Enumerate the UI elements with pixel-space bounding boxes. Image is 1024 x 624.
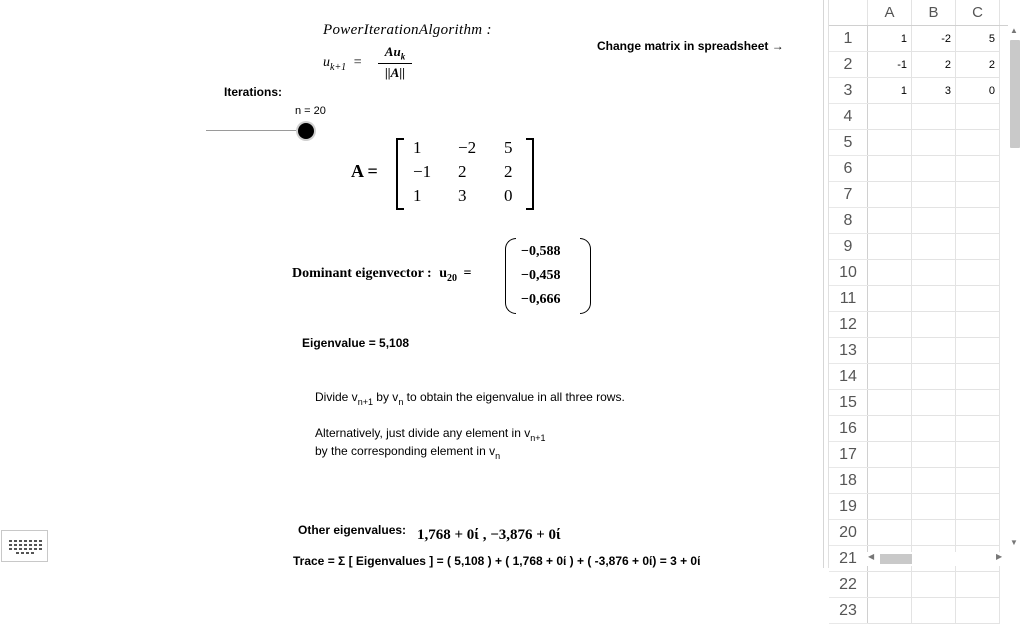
spreadsheet-cell[interactable] [868, 182, 912, 208]
eigenvector-component: −0,588 [521, 244, 561, 259]
spreadsheet-cell[interactable]: 2 [912, 52, 956, 78]
trace-text: Trace = Σ [ Eigenvalues ] = ( 5,108 ) + ( 1,768 + 0ί ) + ( -3,876 + 0ί) = 3 + 0ί [293, 554, 701, 568]
eigenvector-component: −0,666 [521, 292, 561, 307]
spreadsheet-cell[interactable] [956, 260, 1000, 286]
spreadsheet-cell[interactable] [868, 208, 912, 234]
row-header[interactable]: 8 [829, 208, 868, 234]
scroll-down-icon[interactable]: ▼ [1010, 538, 1018, 547]
note-text: to obtain the eigenvalue in all three rows. [403, 390, 625, 404]
slider-caption: n = 20 [295, 105, 326, 117]
spreadsheet-cell[interactable] [956, 572, 1000, 598]
row-header[interactable]: 15 [829, 390, 868, 416]
spreadsheet-cell[interactable] [956, 104, 1000, 130]
spreadsheet-cell[interactable] [956, 182, 1000, 208]
spreadsheet-cell[interactable] [956, 390, 1000, 416]
spreadsheet-row [829, 156, 1019, 182]
spreadsheet-cell[interactable] [868, 286, 912, 312]
column-header-row [829, 0, 1019, 26]
spreadsheet-cell[interactable] [956, 520, 1000, 546]
spreadsheet-cell[interactable] [868, 338, 912, 364]
formula-fraction [378, 44, 412, 81]
note-text: Alternatively, just divide any element in v [315, 426, 531, 440]
spreadsheet-cell[interactable] [868, 312, 912, 338]
spreadsheet-row [829, 572, 1019, 598]
other-eigenvalues-label: Other eigenvalues: [298, 523, 407, 537]
numerator-sub: k [400, 51, 406, 62]
spreadsheet-row [829, 130, 1019, 156]
spreadsheet-grid [829, 0, 1019, 624]
spreadsheet-row [829, 286, 1019, 312]
row-header[interactable]: 12 [829, 312, 868, 338]
row-header[interactable]: 18 [829, 468, 868, 494]
row-header[interactable]: 17 [829, 442, 868, 468]
spreadsheet-cell[interactable] [912, 416, 956, 442]
spreadsheet-cell[interactable] [912, 130, 956, 156]
spreadsheet-cell[interactable] [912, 468, 956, 494]
spreadsheet-row [829, 78, 1019, 104]
row-header[interactable]: 10 [829, 260, 868, 286]
row-header[interactable]: 9 [829, 234, 868, 260]
matrix-cell: 5 [504, 138, 513, 157]
spreadsheet-row [829, 468, 1019, 494]
spreadsheet-cell[interactable] [956, 442, 1000, 468]
spreadsheet-cell[interactable] [956, 286, 1000, 312]
row-header[interactable]: 14 [829, 364, 868, 390]
vector-right-paren [580, 238, 591, 314]
spreadsheet-cell[interactable] [868, 494, 912, 520]
horizontal-scroll-thumb[interactable] [880, 554, 912, 564]
spreadsheet-cell[interactable] [868, 156, 912, 182]
matrix-cell: 1 [413, 186, 422, 205]
spreadsheet-cell[interactable] [868, 390, 912, 416]
row-header[interactable]: 16 [829, 416, 868, 442]
note-sub: n [398, 397, 404, 407]
panel-divider[interactable] [823, 0, 824, 568]
spreadsheet-cell[interactable] [912, 442, 956, 468]
spreadsheet-cell[interactable] [956, 338, 1000, 364]
spreadsheet-row [829, 182, 1019, 208]
column-header[interactable]: A [868, 0, 912, 26]
iterations-slider-handle[interactable] [298, 123, 314, 139]
scroll-left-icon[interactable]: ◀ [868, 552, 875, 561]
spreadsheet-cell[interactable] [868, 442, 912, 468]
matrix-cell: 2 [504, 162, 513, 181]
other-eigenvalues-values: 1,768 + 0ί , −3,876 + 0ί [417, 527, 561, 543]
matrix-cell: −1 [413, 162, 432, 181]
keyboard-icon [9, 540, 43, 542]
matrix-cell: 1 [413, 138, 422, 157]
spreadsheet-row [829, 104, 1019, 130]
spreadsheet-row [829, 416, 1019, 442]
spreadsheet-corner[interactable] [829, 0, 868, 26]
spreadsheet-row [829, 338, 1019, 364]
row-header[interactable]: 2 [829, 52, 868, 78]
spreadsheet-cell[interactable] [912, 364, 956, 390]
spreadsheet-cell[interactable] [912, 520, 956, 546]
column-header[interactable]: C [956, 0, 1000, 26]
divide-note [315, 388, 625, 406]
spreadsheet-row [829, 26, 1019, 52]
spreadsheet-cell[interactable] [868, 520, 912, 546]
row-header[interactable]: 3 [829, 78, 868, 104]
spreadsheet-row [829, 390, 1019, 416]
eigenvector-label-text: Dominant eigenvector : [292, 266, 432, 281]
row-header[interactable]: 21 [829, 546, 868, 572]
spreadsheet-row [829, 442, 1019, 468]
spreadsheet-cell[interactable] [912, 572, 956, 598]
keyboard-icon-spacebar [16, 552, 36, 554]
spreadsheet-cell[interactable] [868, 234, 912, 260]
spreadsheet-cell[interactable] [912, 494, 956, 520]
row-header[interactable]: 13 [829, 338, 868, 364]
scroll-right-icon[interactable]: ▶ [996, 552, 1003, 561]
matrix-cell: −2 [458, 138, 477, 157]
spreadsheet-row [829, 364, 1019, 390]
row-header[interactable]: 7 [829, 182, 868, 208]
spreadsheet-cell[interactable] [868, 260, 912, 286]
spreadsheet-cell[interactable] [912, 208, 956, 234]
spreadsheet-cell[interactable] [956, 468, 1000, 494]
spreadsheet-cell[interactable] [956, 416, 1000, 442]
vertical-scroll-thumb[interactable] [1010, 40, 1020, 148]
note-text: Divide v [315, 390, 358, 404]
row-header[interactable]: 22 [829, 572, 868, 598]
note-sub: n+1 [530, 433, 546, 443]
spreadsheet-cell[interactable] [912, 286, 956, 312]
spreadsheet-cell[interactable]: 0 [956, 78, 1000, 104]
spreadsheet-cell[interactable] [912, 260, 956, 286]
matrix-cell: 2 [458, 162, 467, 181]
spreadsheet-cell[interactable] [868, 130, 912, 156]
spreadsheet-cell[interactable] [868, 468, 912, 494]
numerator-text: Au [384, 44, 401, 59]
matrix-a [396, 138, 534, 208]
spreadsheet-row [829, 208, 1019, 234]
spreadsheet-cell[interactable] [956, 234, 1000, 260]
spreadsheet-cell[interactable] [956, 364, 1000, 390]
spreadsheet-cell[interactable]: -2 [912, 26, 956, 52]
spreadsheet-cell[interactable] [868, 598, 912, 624]
spreadsheet-cell[interactable] [956, 130, 1000, 156]
row-header[interactable]: 6 [829, 156, 868, 182]
eigenvector-vector [505, 238, 591, 314]
row-header[interactable]: 1 [829, 26, 868, 52]
spreadsheet-cell[interactable] [912, 312, 956, 338]
row-header[interactable]: 11 [829, 286, 868, 312]
row-header[interactable]: 4 [829, 104, 868, 130]
spreadsheet-cell[interactable]: 1 [868, 26, 912, 52]
formula-lhs [323, 55, 362, 73]
spreadsheet-cell[interactable] [868, 364, 912, 390]
note-sub: n+1 [357, 397, 373, 407]
spreadsheet-cell[interactable] [868, 104, 912, 130]
spreadsheet-cell[interactable] [912, 182, 956, 208]
row-header[interactable]: 19 [829, 494, 868, 520]
spreadsheet-cell[interactable] [912, 104, 956, 130]
spreadsheet-row [829, 494, 1019, 520]
spreadsheet-row [829, 312, 1019, 338]
spreadsheet-cell[interactable]: 2 [956, 52, 1000, 78]
vector-left-paren [505, 238, 516, 314]
formula-denominator: ||A|| [384, 64, 406, 80]
formula-equals: = [353, 55, 362, 70]
spreadsheet-body [829, 26, 1019, 624]
spreadsheet-cell[interactable]: 5 [956, 26, 1000, 52]
matrix-cell: 0 [504, 186, 513, 205]
row-header[interactable]: 20 [829, 520, 868, 546]
eigenvector-component: −0,458 [521, 268, 561, 283]
spreadsheet-cell-extra [1000, 598, 1020, 624]
spreadsheet-cell[interactable] [912, 390, 956, 416]
iterations-slider-track[interactable] [206, 130, 306, 131]
column-header-extra [1000, 0, 1020, 26]
matrix-label: A = [351, 161, 378, 181]
spreadsheet-cell[interactable]: 3 [912, 78, 956, 104]
eigenvalue-text: Eigenvalue = 5,108 [302, 336, 410, 350]
keyboard-icon-row [9, 548, 43, 550]
note-text: by v [372, 390, 399, 404]
matrix-cell: 3 [458, 186, 467, 205]
row-header[interactable]: 5 [829, 130, 868, 156]
keyboard-icon-row [9, 544, 43, 546]
spreadsheet-cell[interactable] [868, 416, 912, 442]
eigenvector-symbol-sub: 20 [447, 272, 458, 284]
formula-lhs-sub: k+1 [330, 61, 347, 73]
spreadsheet-cell[interactable] [912, 338, 956, 364]
spreadsheet-cell[interactable] [956, 156, 1000, 182]
keyboard-button[interactable] [1, 530, 48, 562]
note-text: by the corresponding element in v [315, 444, 496, 458]
spreadsheet-view [828, 0, 1024, 619]
spreadsheet-cell[interactable] [956, 208, 1000, 234]
spreadsheet-cell[interactable] [912, 156, 956, 182]
spreadsheet-row [829, 234, 1019, 260]
algorithm-title: PowerIterationAlgorithm : [323, 22, 492, 38]
spreadsheet-cell-extra [1000, 572, 1020, 598]
spreadsheet-row [829, 598, 1019, 624]
spreadsheet-row [829, 260, 1019, 286]
spreadsheet-cell[interactable] [956, 312, 1000, 338]
matrix-left-bracket [396, 138, 404, 210]
column-header[interactable]: B [912, 0, 956, 26]
formula-lhs-symbol: u [323, 55, 330, 70]
scroll-up-icon[interactable]: ▲ [1010, 26, 1018, 35]
spreadsheet-cell[interactable] [912, 598, 956, 624]
row-header[interactable]: 23 [829, 598, 868, 624]
eigenvector-symbol: u [439, 266, 448, 281]
spreadsheet-row [829, 520, 1019, 546]
eigenvector-label [292, 266, 472, 284]
alternative-note [315, 424, 546, 460]
formula-numerator [378, 44, 412, 64]
spreadsheet-cell[interactable] [956, 598, 1000, 624]
spreadsheet-row [829, 52, 1019, 78]
spreadsheet-cell[interactable] [912, 234, 956, 260]
spreadsheet-cell[interactable]: -1 [868, 52, 912, 78]
spreadsheet-cell[interactable]: 1 [868, 78, 912, 104]
eigenvector-equals: = [463, 266, 472, 281]
spreadsheet-cell[interactable] [956, 494, 1000, 520]
spreadsheet-cell[interactable] [868, 572, 912, 598]
note-sub: n [495, 451, 501, 461]
iterations-label: Iterations: [224, 85, 283, 99]
change-matrix-hint: Change matrix in spreadsheet → [597, 39, 784, 53]
